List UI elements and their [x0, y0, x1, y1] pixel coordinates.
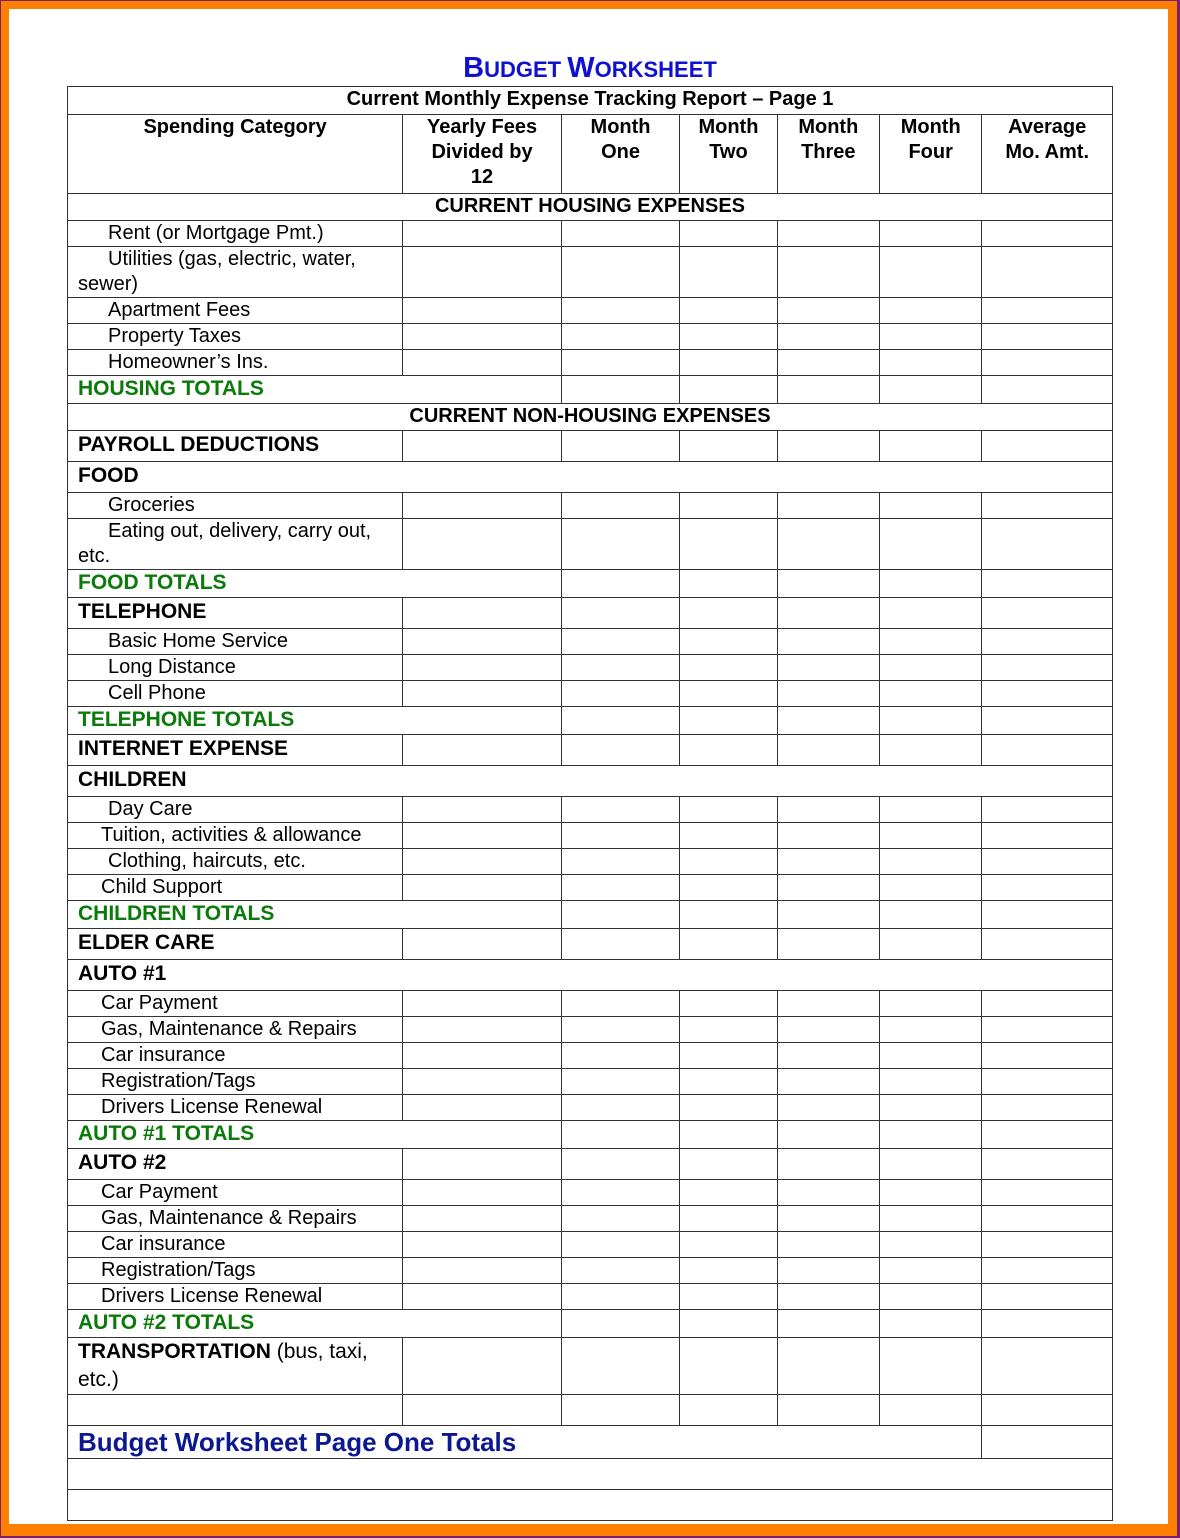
- worksheet-title: BUDGET WORKSHEET: [463, 52, 717, 84]
- grand-totals-row: Budget Worksheet Page One Totals: [68, 1426, 1113, 1459]
- totals-row: HOUSING TOTALS: [68, 376, 1113, 404]
- header-average: Average Mo. Amt.: [982, 115, 1113, 194]
- category-row: ELDER CARE: [68, 929, 1113, 960]
- category-row: AUTO #2: [68, 1149, 1113, 1180]
- table-row: Day Care: [68, 797, 1113, 823]
- table-row: Clothing, haircuts, etc.: [68, 849, 1113, 875]
- table-row: Cell Phone: [68, 681, 1113, 707]
- table-row: Apartment Fees: [68, 298, 1113, 324]
- blank-row: [68, 1395, 1113, 1426]
- category-header-row: AUTO #1: [68, 960, 1113, 991]
- budget-table: [67, 86, 1113, 1521]
- category-row: [68, 1338, 1113, 1395]
- table-row: Registration/Tags: [68, 1258, 1113, 1284]
- table-row: Eating out, delivery, carry out, etc.: [68, 519, 1113, 570]
- table-row: Car insurance: [68, 1043, 1113, 1069]
- table-row: Gas, Maintenance & Repairs: [68, 1206, 1113, 1232]
- table-row: Car insurance: [68, 1232, 1113, 1258]
- transportation-label: TRANSPORTATION (bus, taxi, etc.): [68, 1338, 403, 1395]
- totals-row: AUTO #2 TOTALS: [68, 1310, 1113, 1338]
- table-row: Long Distance: [68, 655, 1113, 681]
- category-header-row: CHILDREN: [68, 766, 1113, 797]
- header-spending-category: Spending Category: [68, 115, 403, 194]
- header-month-three: Month Three: [777, 115, 879, 194]
- header-month-two: Month Two: [680, 115, 777, 194]
- category-row: TELEPHONE: [68, 598, 1113, 629]
- totals-row: FOOD TOTALS: [68, 570, 1113, 598]
- section-non-housing: CURRENT NON-HOUSING EXPENSES: [68, 404, 1113, 431]
- table-row: Rent (or Mortgage Pmt.): [68, 221, 1113, 247]
- table-row: Car Payment: [68, 991, 1113, 1017]
- section-housing: CURRENT HOUSING EXPENSES: [68, 194, 1113, 221]
- header-month-one: Month One: [561, 115, 679, 194]
- empty-row: [68, 1490, 1113, 1521]
- totals-row: CHILDREN TOTALS: [68, 901, 1113, 929]
- header-yearly-fees: Yearly Fees Divided by 12: [403, 115, 562, 194]
- header-month-four: Month Four: [880, 115, 982, 194]
- category-row: INTERNET EXPENSE: [68, 735, 1113, 766]
- table-row: Utilities (gas, electric, water, sewer): [68, 247, 1113, 298]
- grand-total-average[interactable]: [982, 1426, 1113, 1459]
- table-row: Drivers License Renewal: [68, 1284, 1113, 1310]
- report-title: Current Monthly Expense Tracking Report – Page 1: [68, 87, 1113, 115]
- table-row: Gas, Maintenance & Repairs: [68, 1017, 1113, 1043]
- empty-row: [68, 1459, 1113, 1490]
- table-row: Tuition, activities & allowance: [68, 823, 1113, 849]
- table-row: Groceries: [68, 493, 1113, 519]
- table-row: Basic Home Service: [68, 629, 1113, 655]
- category-row: PAYROLL DEDUCTIONS: [68, 431, 1113, 462]
- totals-row: AUTO #1 TOTALS: [68, 1121, 1113, 1149]
- table-row: Car Payment: [68, 1180, 1113, 1206]
- category-header-row: FOOD: [68, 462, 1113, 493]
- table-row: Registration/Tags: [68, 1069, 1113, 1095]
- totals-row: TELEPHONE TOTALS: [68, 707, 1113, 735]
- table-row: Drivers License Renewal: [68, 1095, 1113, 1121]
- table-row: Homeowner’s Ins.: [68, 350, 1113, 376]
- table-row: Child Support: [68, 875, 1113, 901]
- table-row: Property Taxes: [68, 324, 1113, 350]
